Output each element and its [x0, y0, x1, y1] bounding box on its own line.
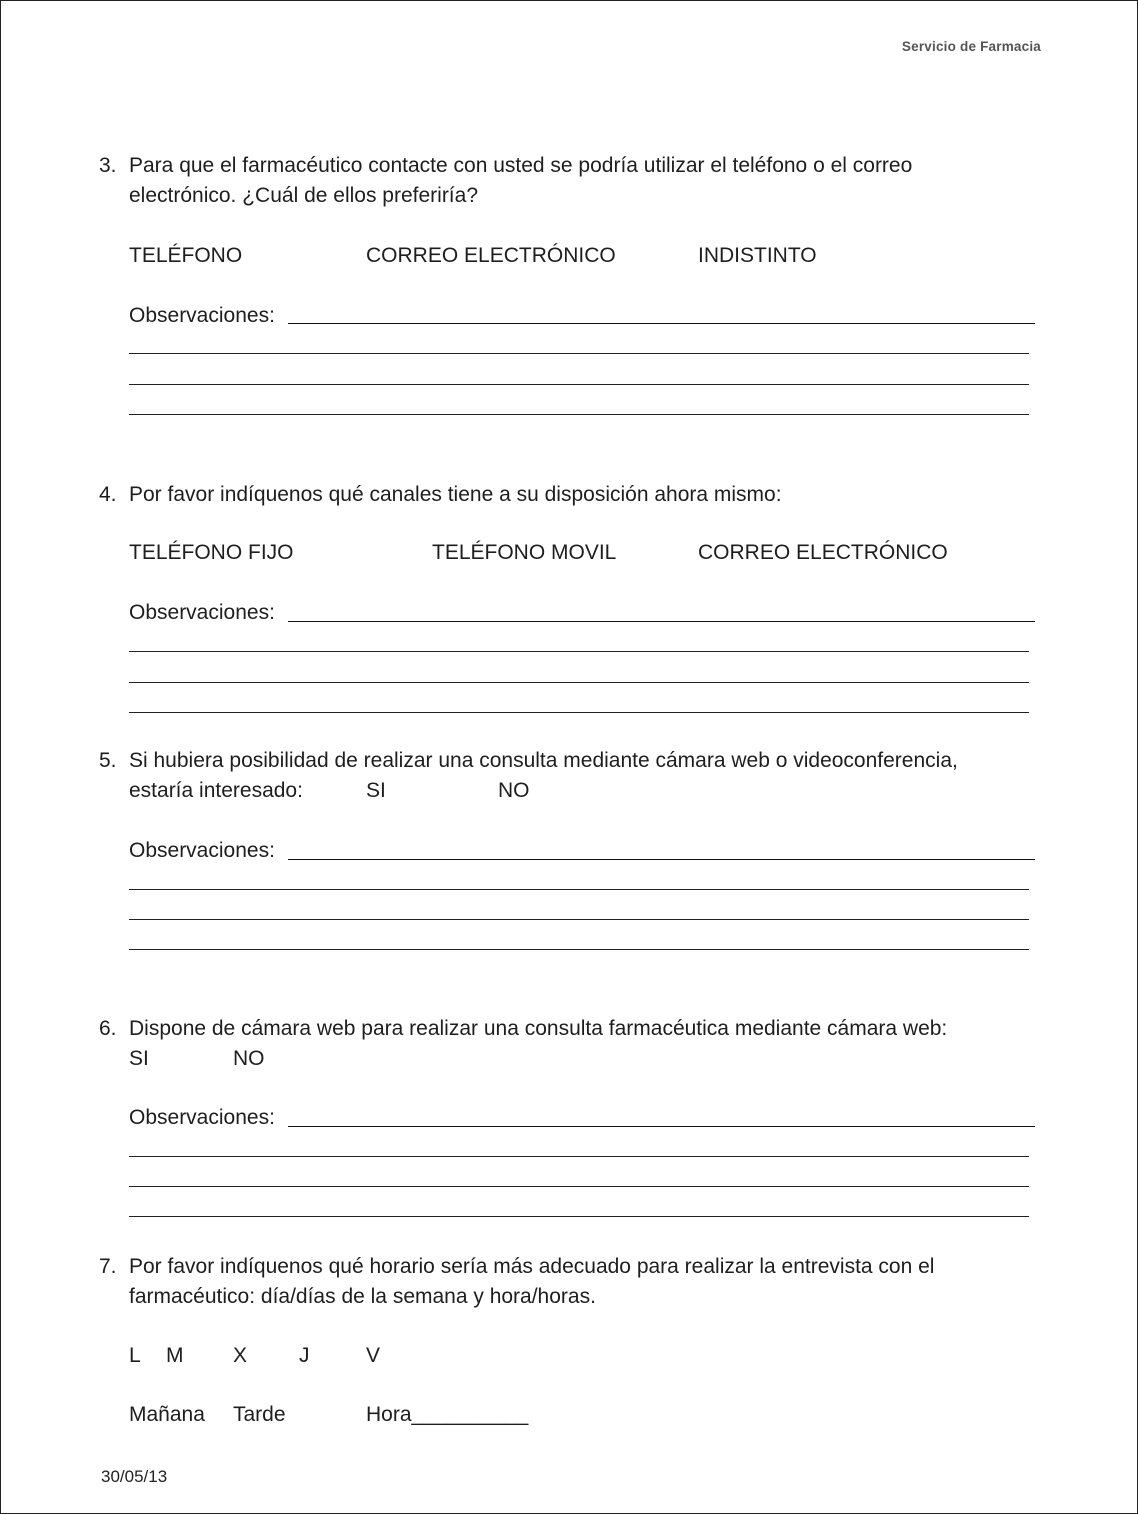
observations-input-line[interactable] — [288, 323, 1035, 324]
observations-line[interactable] — [129, 682, 1029, 683]
observations-label: Observaciones: — [129, 1106, 275, 1129]
observations-label: Observaciones: — [129, 601, 275, 624]
question-number: 6. — [99, 1017, 117, 1040]
question-text-line2: electrónico. ¿Cuál de ellos preferiría? — [129, 184, 479, 207]
question-7 — [99, 1252, 1039, 1312]
question-5 — [99, 746, 1039, 806]
observations-line[interactable] — [129, 1156, 1029, 1157]
question-text-line2: estaría interesado: — [129, 779, 303, 802]
question-text-line1: Dispone de cámara web para realizar una consulta farmacéutica mediante cámara web: — [129, 1017, 948, 1040]
observations-input-line[interactable] — [288, 621, 1035, 622]
question-number: 7. — [99, 1255, 117, 1278]
header-title: Servicio de Farmacia — [901, 39, 1041, 54]
option-day-j[interactable]: J — [299, 1344, 310, 1367]
observations-label: Observaciones: — [129, 304, 275, 327]
question-4 — [99, 480, 1039, 510]
question-number: 3. — [99, 154, 117, 177]
option-no[interactable]: NO — [233, 1047, 265, 1070]
question-text-line1: Por favor indíquenos qué canales tiene a su disposición ahora mismo: — [129, 483, 782, 506]
observations-input-line[interactable] — [288, 1126, 1035, 1127]
option-no[interactable]: NO — [498, 779, 530, 802]
option-day-x[interactable]: X — [233, 1344, 248, 1367]
observations-line[interactable] — [129, 712, 1029, 713]
observations-line[interactable] — [129, 949, 1029, 950]
observations-line[interactable] — [129, 651, 1029, 652]
option-telefono[interactable]: TELÉFONO — [129, 244, 243, 267]
footer-date: 30/05/13 — [101, 1467, 168, 1486]
observations-input-line[interactable] — [288, 859, 1035, 860]
observations-line[interactable] — [129, 1216, 1029, 1217]
question-6 — [99, 1014, 1039, 1044]
option-correo-electronico[interactable]: CORREO ELECTRÓNICO — [366, 244, 616, 267]
observations-line[interactable] — [129, 889, 1029, 890]
question-text-line1: Si hubiera posibilidad de realizar una consulta mediante cámara web o videoconferencia, — [129, 749, 958, 772]
question-number: 5. — [99, 749, 117, 772]
question-number: 4. — [99, 483, 117, 506]
option-si[interactable]: SI — [366, 779, 386, 802]
option-day-v[interactable]: V — [366, 1344, 381, 1367]
question-3 — [99, 151, 1039, 211]
observations-line[interactable] — [129, 414, 1029, 415]
question-text-line2: farmacéutico: día/días de la semana y hora/horas. — [129, 1285, 596, 1308]
observations-line[interactable] — [129, 919, 1029, 920]
option-si[interactable]: SI — [129, 1047, 149, 1070]
option-correo-electronico[interactable]: CORREO ELECTRÓNICO — [698, 541, 948, 564]
option-telefono-movil[interactable]: TELÉFONO MOVIL — [432, 541, 617, 564]
observations-line[interactable] — [129, 384, 1029, 385]
option-day-m[interactable]: M — [166, 1344, 184, 1367]
observations-line[interactable] — [129, 1186, 1029, 1187]
option-tarde[interactable]: Tarde — [233, 1403, 286, 1426]
question-text-line1: Para que el farmacéutico contacte con usted se podría utilizar el teléfono o el correo — [129, 154, 913, 177]
observations-label: Observaciones: — [129, 839, 275, 862]
hour-field[interactable]: Hora__________ — [366, 1403, 529, 1426]
option-indistinto[interactable]: INDISTINTO — [698, 244, 817, 267]
option-manana[interactable]: Mañana — [129, 1403, 205, 1426]
option-day-l[interactable]: L — [129, 1344, 141, 1367]
option-telefono-fijo[interactable]: TELÉFONO FIJO — [129, 541, 294, 564]
observations-line[interactable] — [129, 353, 1029, 354]
question-text-line1: Por favor indíquenos qué horario sería más adecuado para realizar la entrevista con el — [129, 1255, 935, 1278]
